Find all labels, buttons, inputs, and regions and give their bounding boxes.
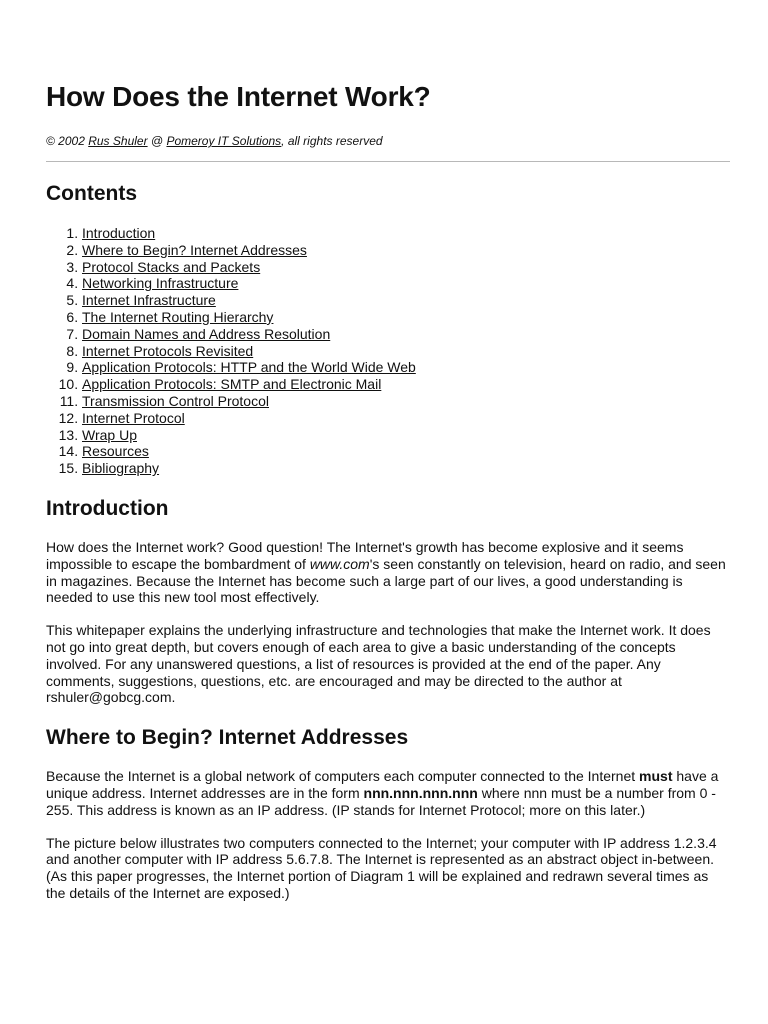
addresses-paragraph-1	[46, 768, 730, 818]
addresses-paragraph-2: The picture below illustrates two computers connected to the Internet; your computer with IP address 1.2.3.4 and another computer with IP address 5.6.7.8. The Internet is represented as an abstract object in-between. (As this paper progresses, the Internet portion of Diagram 1 will be explained and redrawn several times as the details of the Internet are exposed.)	[46, 834, 717, 901]
toc-item	[82, 292, 730, 309]
copyright-at: @	[147, 134, 167, 148]
toc-link-introduction[interactable]: Introduction	[82, 225, 156, 241]
toc-item	[82, 376, 730, 393]
toc-item	[82, 460, 730, 477]
divider	[46, 161, 730, 162]
copyright-prefix: © 2002	[46, 134, 89, 148]
company-link[interactable]: Pomeroy IT Solutions	[166, 134, 282, 148]
addr-p1-text-c: have a unique address. Internet addresses are in the form	[46, 768, 719, 801]
toc-link-bibliography[interactable]: Bibliography	[82, 460, 160, 477]
toc-item	[82, 443, 730, 460]
toc-link-networking-infrastructure[interactable]: Networking Infrastructure	[82, 275, 239, 292]
introduction-paragraph-2: This whitepaper explains the underlying infrastructure and technologies that make the Internet work. It does not go into great depth, but covers enough of each area to give a basic understanding of the concepts involved. For any unanswered questions, a list of resources is provided at the end of the paper. Any comments, suggestions, questions, etc. are encouraged and may be directed to the author at rshuler@gobcg.com.	[46, 622, 711, 706]
toc-item	[82, 393, 730, 410]
toc-link-ip[interactable]: Internet Protocol	[82, 409, 185, 426]
introduction-paragraph-1	[46, 539, 730, 606]
addr-p1-bold-format: nnn.nnn.nnn.nnn	[363, 784, 478, 801]
toc-item	[82, 427, 730, 444]
internet-addresses-heading: Where to Begin? Internet Addresses	[46, 726, 409, 750]
contents-heading: Contents	[46, 182, 137, 205]
document-page	[46, 78, 730, 902]
toc-link-internet-infrastructure[interactable]: Internet Infrastructure	[82, 292, 216, 309]
intro-p1-text-start: How does the Internet work? Good question! The Internet's growth has become explosive and it seems impossible to escape the bombardment of	[46, 538, 684, 572]
toc-link-smtp[interactable]: Application Protocols: SMTP and Electronic Mail	[82, 376, 382, 393]
toc-item	[82, 326, 730, 343]
toc-item	[82, 410, 730, 427]
addr-p1-text-a: Because the Internet is a global network of computers each computer connected to the Internet	[46, 768, 640, 785]
toc-link-tcp[interactable]: Transmission Control Protocol	[82, 392, 269, 409]
toc-link-protocol-stacks[interactable]: Protocol Stacks and Packets	[82, 258, 261, 275]
toc-item	[82, 225, 730, 242]
addr-p1-bold-must: must	[639, 768, 673, 785]
page-title: How Does the Internet Work?	[46, 81, 431, 112]
toc-item	[82, 359, 730, 376]
toc-item	[82, 309, 730, 326]
introduction-heading: Introduction	[46, 496, 169, 520]
toc-item	[82, 343, 730, 360]
intro-p1-emphasis: www.com	[309, 555, 370, 572]
toc-item	[82, 275, 730, 292]
copyright-line	[46, 134, 730, 148]
toc-link-wrap-up[interactable]: Wrap Up	[82, 426, 137, 443]
addr-p1-text-e: where nnn must be a number from 0 - 255. This address is known as an IP address. (IP stands for Internet Protocol; more on this later.)	[46, 784, 716, 818]
toc-link-domain-names[interactable]: Domain Names and Address Resolution	[82, 325, 331, 342]
table-of-contents	[46, 225, 730, 477]
copyright-suffix: , all rights reserved	[281, 134, 383, 148]
intro-p1-text-end: 's seen constantly on television, heard on radio, and seen in magazines. Because the Internet has become such a large part of our lives, a good understanding is needed to use this new tool most effectively.	[46, 555, 726, 606]
toc-link-internet-addresses[interactable]: Where to Begin? Internet Addresses	[82, 241, 307, 258]
toc-item	[82, 259, 730, 276]
toc-link-resources[interactable]: Resources	[82, 443, 149, 460]
author-link[interactable]: Rus Shuler	[88, 134, 148, 148]
toc-link-http[interactable]: Application Protocols: HTTP and the World Wide Web	[82, 359, 416, 376]
toc-link-protocols-revisited[interactable]: Internet Protocols Revisited	[82, 342, 254, 359]
toc-item	[82, 242, 730, 259]
toc-link-routing-hierarchy[interactable]: The Internet Routing Hierarchy	[82, 308, 274, 325]
